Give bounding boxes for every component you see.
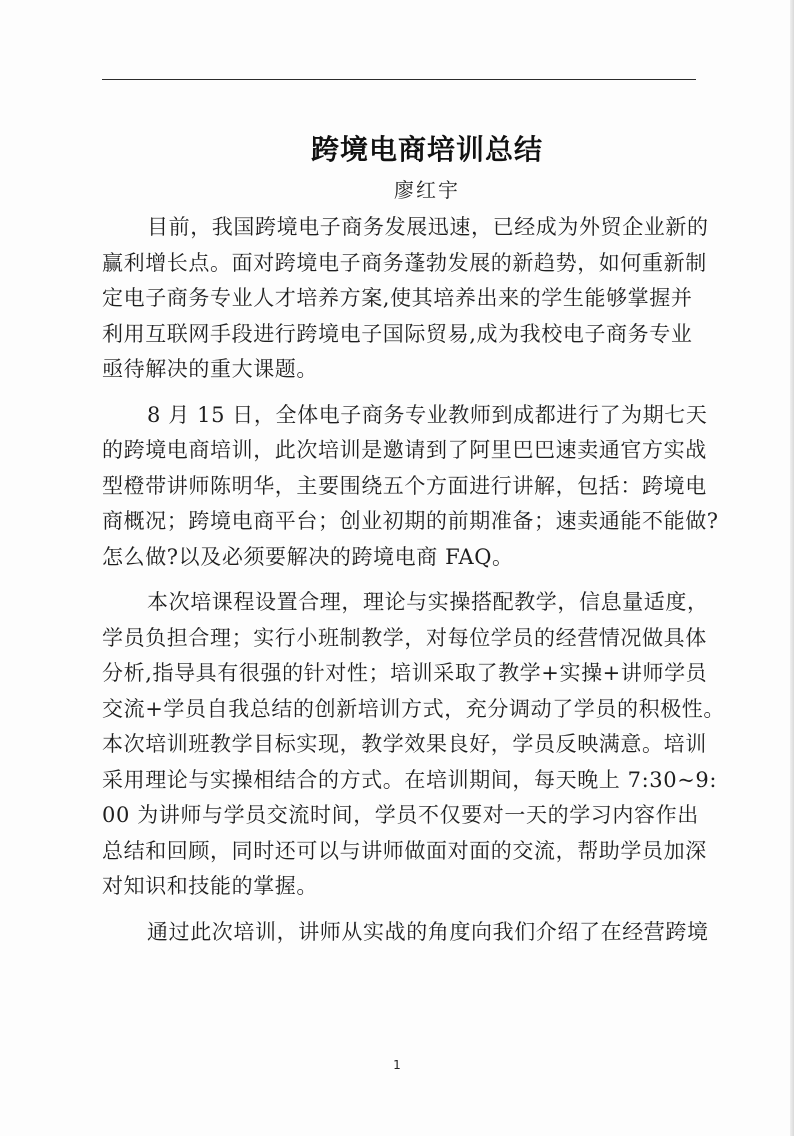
paragraph-1-line-1: 目前，我国跨境电子商务发展迅速，已经成为外贸企业新的	[147, 215, 709, 239]
paragraph-2-line-3: 型橙带讲师陈明华，主要围绕五个方面进行讲解，包括：跨境电	[102, 473, 707, 498]
scan-edge-shadow	[790, 0, 794, 1136]
paragraph-3-line-3: 分析,指导具有很强的针对性；培训采取了教学+实操+讲师学员	[102, 661, 708, 685]
paragraph-3-line-8: 总结和回顾，同时还可以与讲师做面对面的交流，帮助学员加深	[102, 838, 707, 863]
paragraph-gap	[102, 575, 696, 585]
paragraph-2-line-1: 8 月 15 日，全体电子商务专业教师到成都进行了为期七天	[147, 402, 708, 427]
header-rule	[102, 79, 696, 80]
paragraph-4-line-1: 通过此次培训，讲师从实战的角度向我们介绍了在经营跨境	[147, 919, 709, 944]
paragraph-3-line-2: 学员负担合理；实行小班制教学，对每位学员的经营情况做具体	[102, 625, 707, 650]
paragraph-3-line-7: 00 为讲师与学员交流时间，学员不仅要对一天的学习内容作出	[102, 803, 699, 827]
paragraph-gap	[102, 905, 696, 915]
paragraph-1-line-5: 亟待解决的重大课题。	[102, 357, 318, 381]
paragraph-2-line-5: 怎么做?以及必须要解决的跨境电商 FAQ。	[102, 544, 514, 569]
document-title: 跨境电商培训总结	[310, 133, 543, 166]
paragraph-1-line-3: 定电子商务专业人才培养方案,使其培养出来的学生能够掌握并	[102, 286, 693, 310]
body-text	[102, 210, 725, 950]
paragraph-3-line-4: 交流+学员自我总结的创新培训方式，充分调动了学员的积极性。	[102, 696, 725, 721]
paragraph-3-line-5: 本次培训班教学目标实现，教学效果良好，学员反映满意。培训	[102, 732, 707, 756]
paragraph-2-line-4: 商概况；跨境电商平台；创业初期的前期准备；速卖通能不能做?	[102, 509, 719, 533]
paragraph-2-line-2: 的跨境电商培训，此次培训是邀请到了阿里巴巴速卖通官方实战	[102, 438, 707, 462]
paragraph-3-line-6: 采用理论与实操相结合的方式。在培训期间，每天晚上 7:30~9:	[102, 767, 718, 792]
paragraph-gap	[102, 388, 696, 398]
author-name: 廖红宇	[394, 178, 460, 202]
paragraph-1-line-4: 利用互联网手段进行跨境电子国际贸易,成为我校电子商务专业	[102, 321, 693, 346]
paragraph-3-line-9: 对知识和技能的掌握。	[102, 874, 318, 898]
paragraph-1-line-2: 赢利增长点。面对跨境电子商务蓬勃发展的新趋势，如何重新制	[102, 250, 707, 275]
paragraph-3-line-1: 本次培课程设置合理，理论与实操搭配教学，信息量适度，	[147, 590, 709, 614]
page-number: 1	[393, 1058, 401, 1072]
